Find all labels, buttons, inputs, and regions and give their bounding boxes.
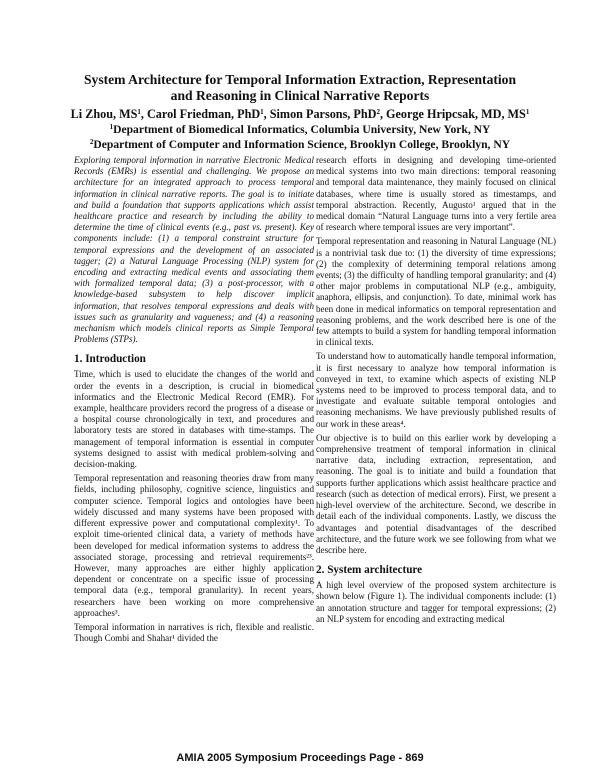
affiliation	[0, 122, 600, 137]
affiliation-mark: 2	[89, 138, 94, 146]
body-paragraph: A high level overview of the proposed system architecture is shown below (Figure 1). The individual components include: (1) an annotation structure and tagger for temporal expressions; (2) an NLP system for encoding and extracting medical	[316, 580, 556, 624]
body-paragraph: research efforts in designing and developing time-oriented medical systems into two main directions: temporal reasoning and temporal data maintenance, they mainly focused on clinical databases, where time is usually stored as timestamps, and temporal abstraction. Recently, Augusto¹ argued that in the medical domain “Natural Language turns into a very fertile area of research where temporal issues are very important”.	[316, 155, 556, 233]
affiliation-text: Department of Biomedical Informatics, Columbia University, New York, NY	[113, 123, 491, 136]
paper-title	[0, 72, 600, 104]
title-line-2: and Reasoning in Clinical Narrative Reports	[170, 88, 430, 103]
author-affiliation-mark: 1	[260, 108, 264, 116]
body-paragraph: Temporal representation and reasoning in Natural Language (NL) is a nontrivial task due to: (1) the diversity of time expressions; (2) the complexity of determining temporal relations among events; (3) the difficulty of handling temporal granularity; and (4) other major problems in computational NLP (e.g., ambiguity, anaphora, ellipsis, and conjunction). To date, minimal work has been done in medical informatics on temporal representation and reasoning problems, and the work described here is one of the few attempts to build a system for handling temporal information in clinical texts.	[316, 236, 556, 348]
left-column	[74, 155, 314, 647]
body-paragraph: Our objective is to build on this earlier work by developing a comprehensive treatment of temporal information in clinical narrative data, including extraction, representation, and reasoning. The goal is to initiate and build a foundation that supports further applications which assist healthcare practice and research (such as detection of medical errors). First, we present a high-level overview of the architecture. Second, we describe in detail each of the individual components. Lastly, we discuss the advantages and potential disadvantages of the described architecture, and the future work we see following from what we describe here.	[316, 432, 556, 555]
section-heading-system-architecture: 2. System architecture	[316, 564, 423, 577]
body-paragraph: Time, which is used to elucidate the changes of the world and order the events in a description, is crucial in biomedical informatics and the Electronic Medical Record (EMR). For example, healthcare providers record the progress of a disease or a hospital course chronologically in text, and procedures and laboratory tests are stored in databases with time-stamps. The management of temporal information is essential in computer systems designed to assist with medical problem-solving and decision-making.	[74, 369, 314, 470]
author-affiliation-mark: 1	[525, 108, 530, 116]
affiliation-mark: 1	[109, 123, 114, 131]
author-affiliation-mark: 1	[137, 108, 141, 116]
author: George Hripcsak, MD, MS	[386, 107, 526, 121]
section-heading-introduction: 1. Introduction	[74, 353, 146, 366]
title-line-1: System Architecture for Temporal Information Extraction, Representation	[83, 72, 517, 87]
author: Carol Friedman, PhD	[146, 107, 261, 121]
body-paragraph: Temporal information in narratives is rich, flexible and realistic. Though Combi and Shahar¹ divided the	[74, 621, 314, 644]
author: Li Zhou, MS	[70, 107, 138, 121]
affiliation	[0, 137, 600, 152]
page-footer: AMIA 2005 Symposium Proceedings Page - 869	[176, 752, 424, 764]
author-affiliation-mark: 2	[376, 108, 380, 116]
abstract: Exploring temporal information in narrative Electronic Medical Records (EMRs) is essential and challenging. We propose an architecture for an integrated approach to process temporal information in clinical narrative reports. The goal is to initiate and build a foundation that supports applications which assist healthcare practice and research by including the ability to determine the time of clinical events (e.g., past vs. present). Key components include: (1) a temporal constraint structure for temporal expressions and the development of an associated tagger; (2) a Natural Language Processing (NLP) system for encoding and extracting medical events and associating them with formalized temporal data; (3) a post-processor, with a knowledge-based subsystem to help discover implicit information, that resolves temporal expressions and deals with issues such as granularity and vagueness; and (4) a reasoning mechanism which models clinical reports as Simple Temporal Problems (STPs).	[74, 155, 314, 345]
affiliation-text: Department of Computer and Information Science, Brooklyn College, Brooklyn, NY	[93, 138, 511, 151]
body-paragraph: To understand how to automatically handle temporal information, it is first necessary to analyze how temporal information is conveyed in text, to examine which aspects of existing NLP systems need to be improved to process temporal data, and to investigate and evaluate suitable temporal ontologies and reasoning mechanisms. We have previously published results of our work in these areas⁴.	[316, 351, 556, 429]
right-column	[316, 155, 556, 628]
body-paragraph: Temporal representation and reasoning theories draw from many fields, including philosophy, cognitive science, linguistics and computer science. Temporal logics and ontologies have been widely discussed and many systems have been proposed with different expressive power and computational complexity¹. To exploit time-oriented clinical data, a variety of methods have been developed for medical information systems to address the associated storage, processing and retrieval requirements²³. However, many approaches are either highly application dependent or concentrate on a specific issue of processing temporal data (e.g., temporal granularity). In recent years, researchers have been working on more comprehensive approaches³.	[74, 473, 314, 618]
paper-header	[0, 72, 600, 152]
author-list: Li Zhou, $MS^1$, Carol Friedman, PhD$^1$, Simon Parsons, PhD$^2$, George Hripcsak, MD, $MS^1$	[70, 107, 530, 121]
author: Simon Parsons, PhD	[269, 107, 377, 121]
